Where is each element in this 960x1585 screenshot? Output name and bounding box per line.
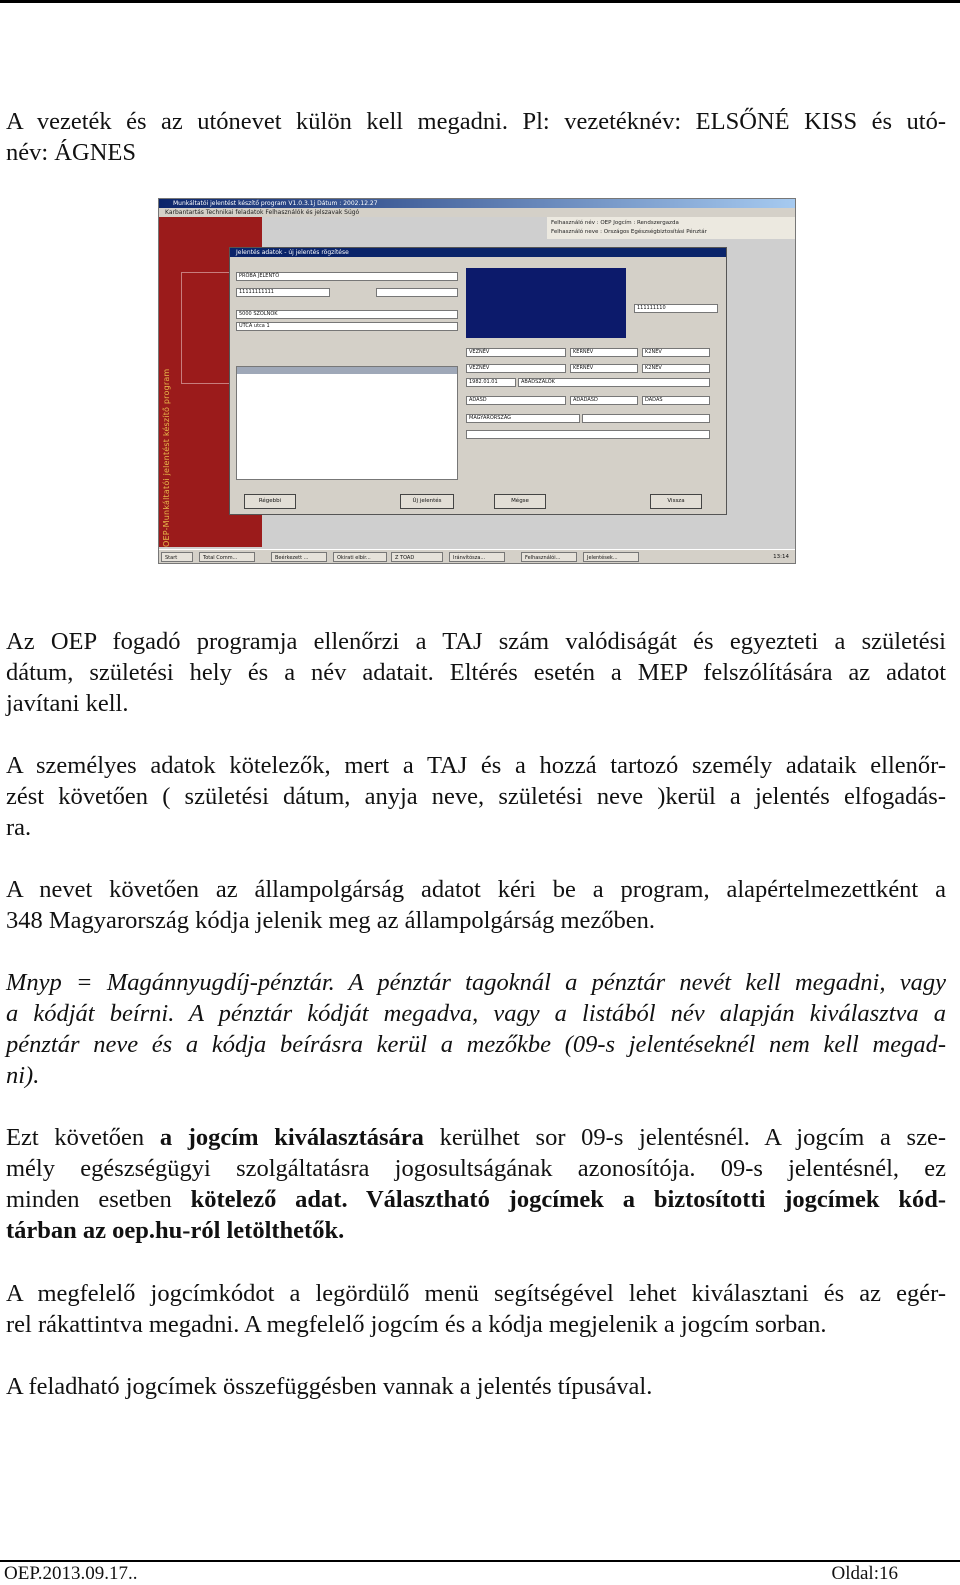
table-header: [237, 367, 457, 374]
paragraph-name-rule: [6, 106, 946, 168]
new-report-button[interactable]: Új jelentés: [400, 494, 454, 509]
jogcim-select[interactable]: [466, 430, 710, 439]
second-name-field[interactable]: K2NÉV: [642, 348, 710, 357]
clock: 13:14: [773, 554, 789, 560]
taskbar-item[interactable]: Beérkezett ...: [271, 552, 327, 562]
text-line: ra.: [6, 814, 32, 841]
taj-field[interactable]: 111111110: [634, 304, 718, 313]
taskbar-item[interactable]: Total Comm...: [199, 552, 255, 562]
user-info-line: Felhasználó név : OEP Jogcím : Rendszergazda: [551, 220, 679, 226]
text-run: minden esetben: [6, 1186, 191, 1213]
selected-persons-list[interactable]: [466, 268, 626, 338]
side-banner-text: OEP-Munkáltatói jelentést készítő program: [162, 368, 171, 547]
bold-text: a jogcím kiválasztására: [159, 1124, 424, 1151]
mother-name-field[interactable]: ADASD: [466, 396, 566, 405]
pension-fund-select[interactable]: [582, 414, 710, 423]
report-dialog: [229, 247, 727, 515]
window-title-bar: Munkáltatói jelentést készítő program V1.0.3.1j Dátum : 2002.12.27: [159, 199, 795, 208]
top-rule: [0, 0, 960, 3]
text-line: Az OEP fogadó programja ellenőrzi a TAJ szám valódiságát és egyezteti a születési: [6, 628, 946, 655]
bold-text: tárban az oep.hu-ról letölthetők.: [6, 1217, 345, 1244]
back-button[interactable]: Vissza: [650, 494, 702, 509]
mother-first-name-field[interactable]: ADADASD: [570, 396, 638, 405]
text-line: A nevet követően az állampolgárság adatot kéri be a program, alapértelmezettként a: [6, 876, 946, 903]
birth-place-field[interactable]: ABÁDSZALÓK: [518, 378, 710, 387]
menu-bar: Karbantartás Technikai feladatok Felhasználók és jelszavak Súgó: [159, 208, 795, 217]
taskbar-item[interactable]: Jelentések...: [583, 552, 639, 562]
taskbar-item[interactable]: Z TOAD: [391, 552, 443, 562]
text-line: név: ÁGNES: [6, 139, 136, 166]
tax-number-field[interactable]: 11111111111: [236, 288, 330, 297]
street-field[interactable]: UTCA utca 1: [236, 322, 458, 331]
paragraph-dropdown: [6, 1278, 946, 1340]
paragraph-jogcim: [6, 1122, 946, 1246]
text-line: zést követően ( születési dátum, anyja neve, születési neve )kerül a jelentés elfogadás-: [6, 783, 946, 810]
program-screenshot: [158, 198, 796, 564]
text-line: [6, 1184, 946, 1215]
previous-button[interactable]: Régebbi: [244, 494, 296, 509]
registry-field[interactable]: [376, 288, 458, 297]
citizenship-select[interactable]: MAGYARORSZÁG: [466, 414, 580, 423]
text-line: a kódját beírni. A pénztár kódját megadva, vagy a listából név alapján kiválasztva a: [6, 1000, 946, 1027]
text-line: [6, 1215, 946, 1246]
paragraph-personal-data: [6, 750, 946, 843]
paragraph-report-type: [6, 1371, 946, 1402]
text-line: A megfelelő jogcímkódot a legördülő menü segítségével lehet kiválasztani és az egér-: [6, 1280, 946, 1307]
text-run: kerülhet sor 09-s jelentésnél. A jogcím a sze-: [423, 1124, 946, 1151]
paragraph-citizenship: [6, 874, 946, 936]
birth-last-name-field[interactable]: VEZNÉV: [466, 364, 566, 373]
page-number: Oldal:16: [831, 1563, 898, 1584]
name-field[interactable]: PRÓBA JELENTŐ: [236, 272, 458, 281]
text-line: rel rákattintva megadni. A megfelelő jogcím és a kódja megjelenik a jogcím sorban.: [6, 1311, 827, 1338]
seat-field[interactable]: 5000 SZOLNOK: [236, 310, 458, 319]
birth-date-field[interactable]: 1982.01.01: [466, 378, 516, 387]
text-line: 348 Magyarország kódja jelenik meg az állampolgárság mezőben.: [6, 907, 656, 934]
taskbar: [159, 549, 795, 564]
taskbar-item[interactable]: Okirati elbír...: [333, 552, 387, 562]
start-button[interactable]: Start: [161, 552, 193, 562]
text-line: Mnyp = Magánnyugdíj-pénztár. A pénztár tagoknál a pénztár nevét kell megadni, vagy: [6, 969, 946, 996]
mother-second-name-field[interactable]: DADAS: [642, 396, 710, 405]
taskbar-item[interactable]: Felhasználói...: [521, 552, 577, 562]
text-line: javítani kell.: [6, 690, 129, 717]
user-info-panel: [547, 217, 795, 239]
birth-second-name-field[interactable]: K2NÉV: [642, 364, 710, 373]
footer-date: OEP.2013.09.17..: [4, 1563, 138, 1584]
text-run: Ezt követően: [6, 1124, 160, 1151]
last-name-field[interactable]: VEZNÉV: [466, 348, 566, 357]
birth-first-name-field[interactable]: KERNÉV: [570, 364, 638, 373]
text-line: mély egészségügyi szolgáltatásra jogosultságának azonosítója. 09-s jelentésnél, ez: [6, 1155, 946, 1182]
dialog-title: Jelentés adatok - új jelentés rögzítése: [230, 248, 726, 257]
text-line: A vezeték és az utónevet külön kell megadni. Pl: vezetéknév: ELSŐNÉ KISS és utó-: [6, 108, 946, 135]
text-line: [6, 1122, 946, 1153]
text-line: A feladható jogcímek összefüggésben vannak a jelentés típusával.: [6, 1373, 653, 1400]
text-line: dátum, születési hely és a név adatait. Eltérés esetén a MEP felszólítására az adatot: [6, 659, 946, 686]
text-line: ni).: [6, 1062, 40, 1089]
cancel-button[interactable]: Mégse: [494, 494, 546, 509]
bold-text: kötelező adat. Választható jogcímek a biztosítotti jogcímek kód-: [190, 1186, 947, 1213]
paragraph-validation: [6, 626, 946, 719]
paragraph-pension-fund: [6, 967, 946, 1091]
text-line: pénztár neve és a kódja beírásra kerül a mezőkbe (09-s jelentéseknél nem kell megad-: [6, 1031, 946, 1058]
text-line: A személyes adatok kötelezők, mert a TAJ és a hozzá tartozó személy adataik ellenőr-: [6, 752, 946, 779]
footer-rule: [0, 1560, 960, 1562]
taskbar-item[interactable]: Iránvítósza...: [449, 552, 505, 562]
first-name-field[interactable]: KERNÉV: [570, 348, 638, 357]
user-info-line: Felhasználó neve : Országos Egészségbiztosítási Pénztár: [551, 229, 707, 235]
page-footer: [0, 1560, 960, 1585]
report-table[interactable]: [236, 366, 458, 480]
